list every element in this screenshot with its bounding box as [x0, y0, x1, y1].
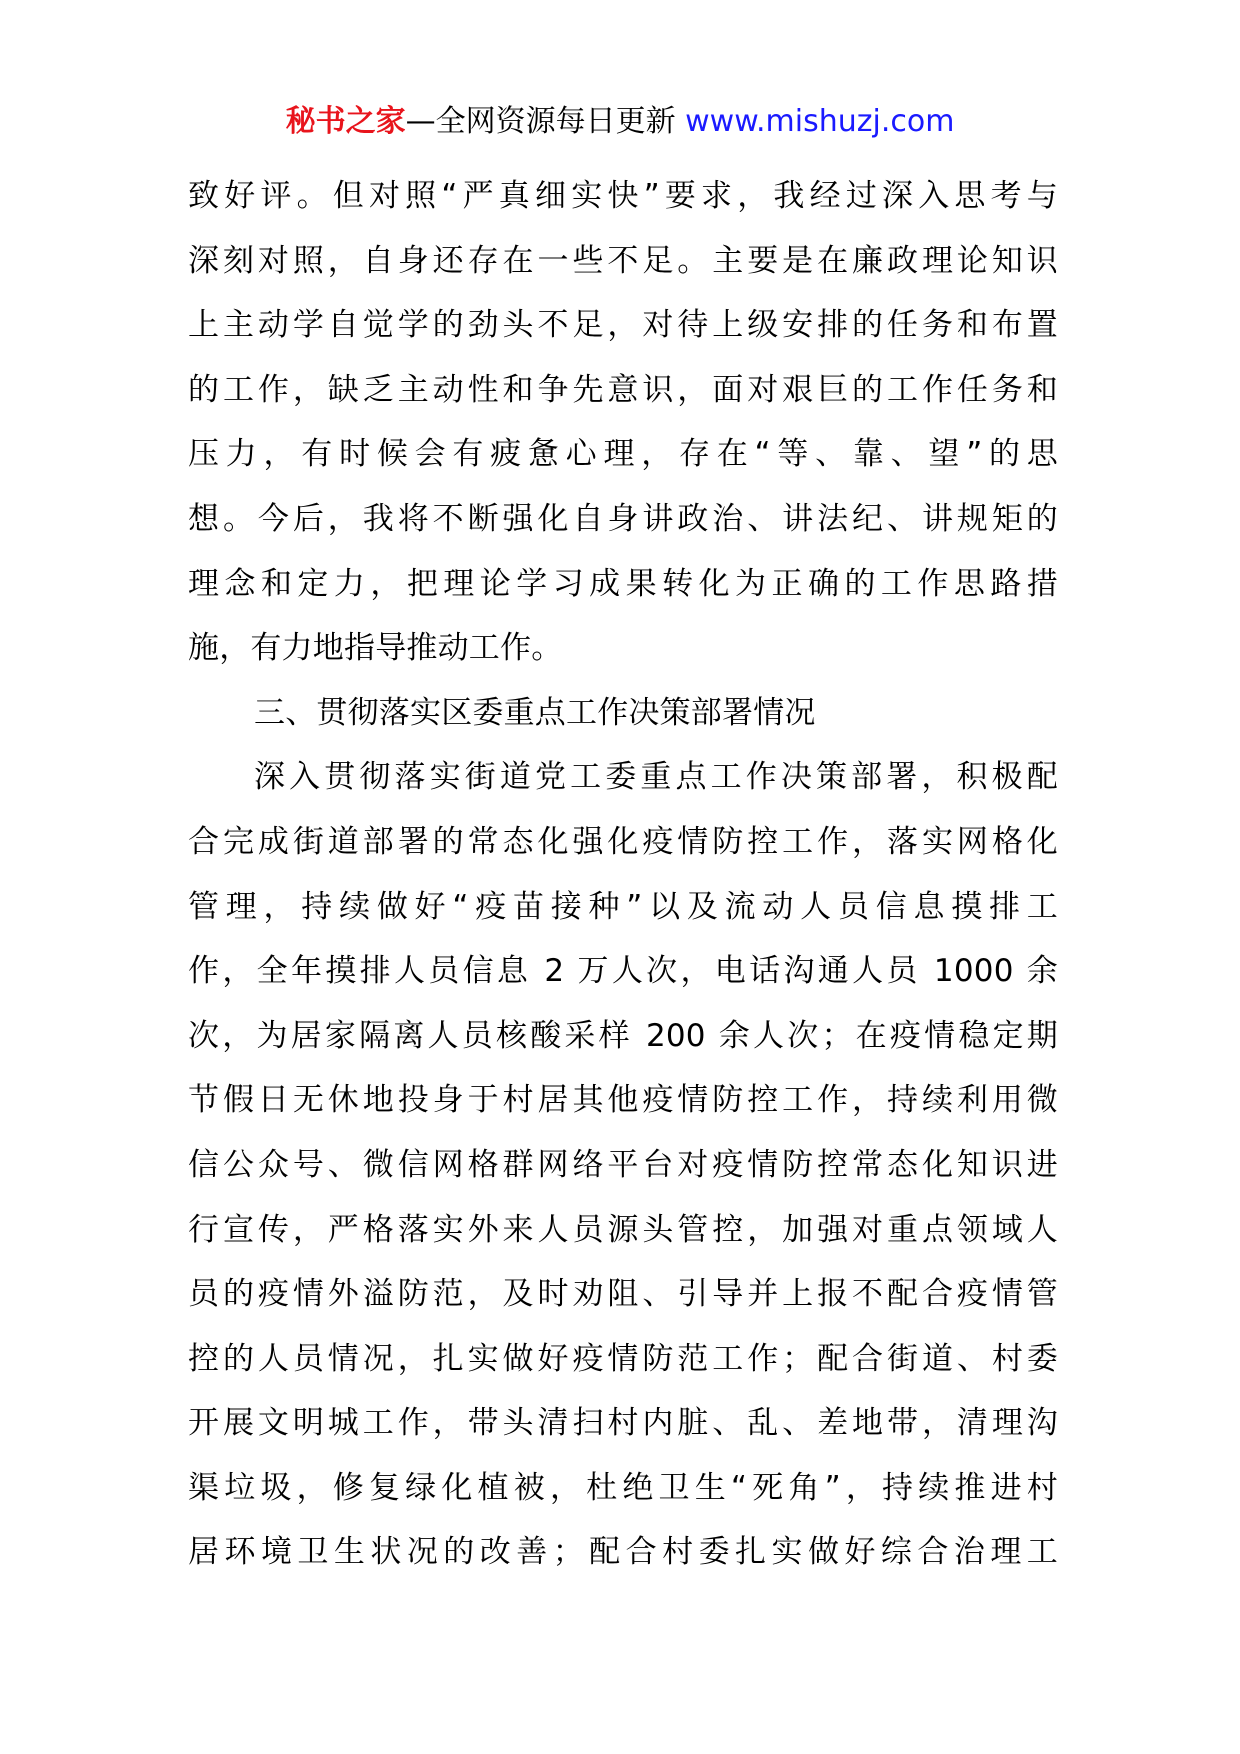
text-line: 理念和定力，把理论学习成果转化为正确的工作思路措: [188, 565, 1058, 602]
text-line: 次，为居家隔离人员核酸采样 200 余人次；在疫情稳定期: [188, 1017, 1058, 1054]
brand-name: 秘书之家: [285, 104, 406, 139]
text-line: 作，全年摸排人员信息 2 万人次，电话沟通人员 1000 余: [188, 953, 1058, 990]
text-line: 行宣传，严格落实外来人员源头管控，加强对重点领域人: [188, 1211, 1058, 1248]
site-header: [0, 101, 1240, 143]
text-line: 上主动学自觉学的劲头不足，对待上级安排的任务和布置: [188, 307, 1058, 344]
section-heading: 三、贯彻落实区委重点工作决策部署情况: [254, 694, 816, 731]
text-line: 管理，持续做好“疫苗接种”以及流动人员信息摸排工: [188, 888, 1058, 925]
text-line: 控的人员情况，扎实做好疫情防范工作；配合街道、村委: [188, 1340, 1058, 1377]
text-line: 节假日无休地投身于村居其他疫情防控工作，持续利用微: [188, 1082, 1058, 1119]
text-line: 致好评。但对照“严真细实快”要求，我经过深入思考与: [188, 178, 1058, 214]
text-line: 的工作，缺乏主动性和争先意识，面对艰巨的工作任务和: [188, 371, 1058, 408]
text-line: 想。今后，我将不断强化自身讲政治、讲法纪、讲规矩的: [188, 500, 1058, 537]
site-tagline: —全网资源每日更新: [405, 104, 686, 139]
text-line: 居环境卫生状况的改善；配合村委扎实做好综合治理工: [188, 1534, 1058, 1571]
text-line: 深刻对照，自身还存在一些不足。主要是在廉政理论知识: [188, 242, 1058, 279]
text-line: 开展文明城工作，带头清扫村内脏、乱、差地带，清理沟: [188, 1405, 1058, 1442]
site-url-link[interactable]: www.mishuzj.com: [685, 104, 955, 139]
text-line: 深入贯彻落实街道党工委重点工作决策部署，积极配: [254, 759, 1058, 796]
document-body: [188, 164, 1058, 1585]
text-line: 员的疫情外溢防范，及时劝阻、引导并上报不配合疫情管: [188, 1276, 1058, 1313]
text-line: 信公众号、微信网格群网络平台对疫情防控常态化知识进: [188, 1146, 1058, 1183]
text-line: 合完成街道部署的常态化强化疫情防控工作，落实网格化: [188, 823, 1058, 860]
text-line: 压力，有时候会有疲惫心理，存在“等、靠、望”的思: [188, 436, 1058, 473]
text-line: 施，有力地指导推动工作。: [188, 630, 563, 667]
text-line: 渠垃圾，修复绿化植被，杜绝卫生“死角”，持续推进村: [188, 1469, 1058, 1506]
